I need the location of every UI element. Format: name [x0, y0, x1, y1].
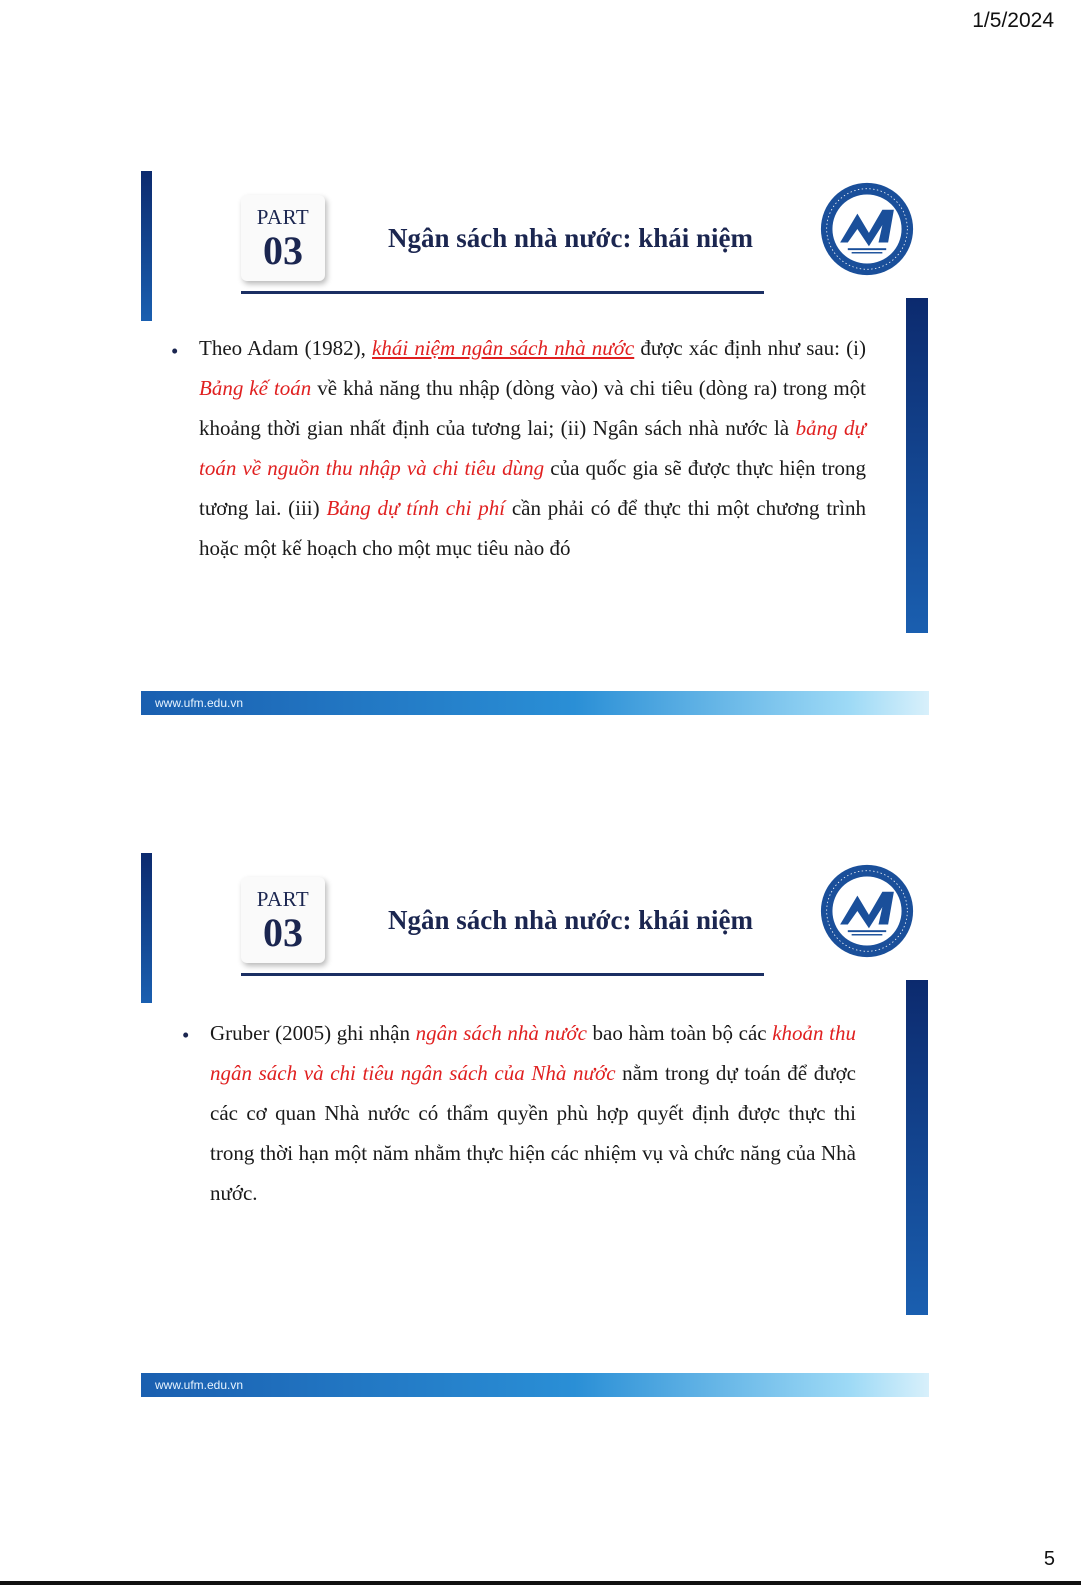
emphasis-text: khoản thu ngân sách và chi tiêu ngân sách của Nhà nước	[210, 1021, 856, 1085]
footer-url: www.ufm.edu.vn	[155, 696, 244, 710]
bullet-paragraph	[199, 328, 866, 568]
text-segment: nằm trong dự toán để được các cơ quan Nhà nước có thẩm quyền phù hợp quyết định được thực thi trong thời hạn một năm nhằm thực hiện các nhiệm vụ và chức năng của Nhà nước.	[210, 1061, 856, 1205]
part-number: 03	[263, 228, 303, 273]
slide-footer	[141, 691, 929, 715]
right-accent-bar	[906, 980, 928, 1315]
emphasis-text: khái niệm ngân sách nhà nước	[372, 336, 635, 360]
footer-url: www.ufm.edu.vn	[155, 1378, 244, 1392]
emphasis-text: ngân sách nhà nước	[415, 1021, 587, 1045]
emphasis-text: bảng dự toán về nguồn thu nhập và chi tiêu dùng	[199, 416, 866, 480]
part-label: PART	[256, 205, 310, 229]
bullet-marker: •	[182, 1023, 190, 1047]
title-underline	[241, 973, 764, 976]
text-segment: cần phải có để thực thi một chương trình hoặc một kế hoạch cho một mục tiêu nào đó	[199, 496, 866, 560]
emphasis-text: Bảng dự tính chi phí	[326, 496, 506, 520]
slide-title: Ngân sách nhà nước: khái niệm	[388, 905, 753, 935]
text-segment: được xác định như sau: (i)	[634, 336, 866, 360]
part-badge	[241, 195, 325, 281]
university-logo-icon	[819, 863, 915, 959]
text-segment: về khả năng thu nhập (dòng vào) và chi tiêu (dòng ra) trong một khoảng thời gian nhất định của tương lai; (ii) Ngân sách nhà nước là	[199, 376, 866, 440]
slide-footer	[141, 1373, 929, 1397]
left-accent-bar	[141, 853, 152, 1003]
slide-2	[141, 853, 929, 1399]
part-number: 03	[263, 910, 303, 955]
page-number: 5	[1043, 1548, 1055, 1570]
page-bottom-rule	[0, 1581, 1081, 1585]
part-label: PART	[256, 887, 310, 911]
title-underline	[241, 291, 764, 294]
university-logo-icon	[819, 181, 915, 277]
emphasis-text: Bảng kế toán	[199, 376, 312, 400]
bullet-paragraph	[210, 1013, 856, 1213]
slide-title: Ngân sách nhà nước: khái niệm	[388, 223, 753, 253]
slide-1	[141, 171, 929, 717]
part-badge	[241, 877, 325, 963]
text-segment: của quốc gia sẽ được thực hiện trong tương lai. (iii)	[199, 456, 866, 520]
text-segment: bao hàm toàn bộ các	[586, 1021, 773, 1045]
left-accent-bar	[141, 171, 152, 321]
text-segment: Theo Adam (1982),	[199, 336, 373, 360]
right-accent-bar	[906, 298, 928, 633]
bullet-marker: •	[171, 339, 179, 363]
print-date: 1/5/2024	[972, 9, 1054, 32]
text-segment: Gruber (2005) ghi nhận	[210, 1021, 416, 1045]
